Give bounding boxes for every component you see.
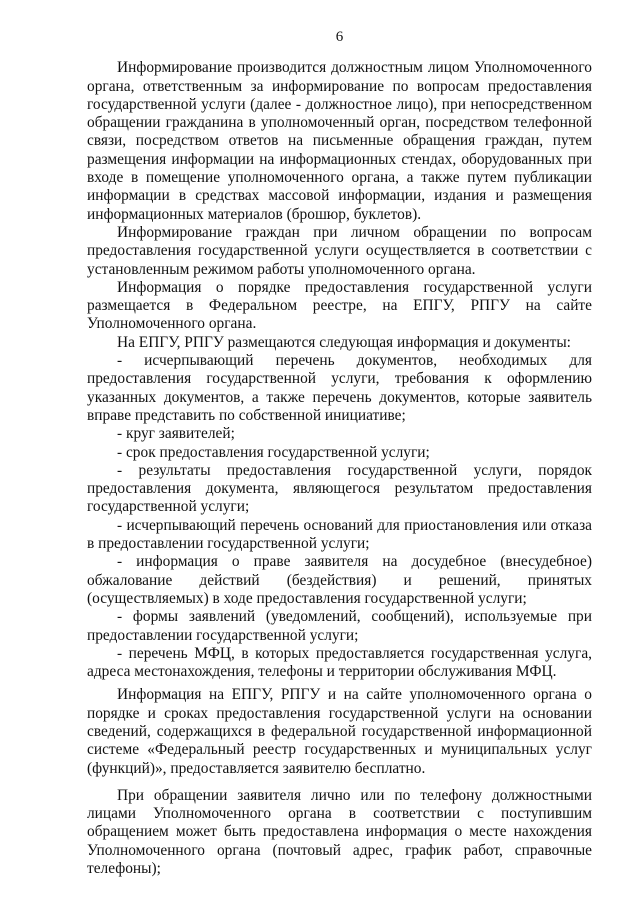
paragraph-list-intro: На ЕПГУ, РПГУ размещаются следующая информация и документы:	[117, 333, 571, 351]
page-number: 6	[335, 29, 344, 45]
paragraph-personal-appeal: Информирование граждан при личном обращении по вопросам предоставления государственной услуги осуществляется в соответствии с установленным режимом работы уполномоченного органа.	[87, 223, 592, 278]
list-item-term: - срок предоставления государственной услуги;	[117, 443, 430, 461]
list-item-results: - результаты предоставления государственной услуги, порядок предоставления документа, являющегося результатом предоставления государственной услуги;	[87, 461, 592, 516]
list-item-forms: - формы заявлений (уведомлений, сообщений), используемые при предоставлении государственной услуги;	[87, 608, 592, 644]
paragraph-informing-methods: Информирование производится должностным лицом Уполномоченного органа, ответственным за информирование по вопросам предоставления государственной услуги (далее - должностное лицо), при непосредственном обращении гражданина в уполномоченный орган, посредством телефонной связи, посредством ответов на письменные обращения граждан, путем размещения информации на информационных стендах, оборудованных при входе в помещение уполномоченного органа, а также путем публикации информации в средствах массовой информации, издания и размещения информационных материалов (брошюр, буклетов).	[87, 59, 592, 223]
list-item-applicants: - круг заявителей;	[117, 425, 235, 443]
list-item-documents: - исчерпывающий перечень документов, необходимых для предоставления государственной услуги, требования к оформлению указанных документов, а также перечень документов, которые заявитель вправе представить по собственной инициативе;	[87, 352, 592, 424]
list-item-mfc: - перечень МФЦ, в которых предоставляется государственная услуга, адреса местонахождения, телефоны и территории обслуживания МФЦ.	[87, 644, 592, 681]
list-item-refusal-grounds: - исчерпывающий перечень оснований для приостановления или отказа в предоставлении государственной услуги;	[87, 516, 592, 553]
paragraph-free-info: Информация на ЕПГУ, РПГУ и на сайте уполномоченного органа о порядке и сроках предоставления государственной услуги на основании сведений, содержащихся в федеральной государственной информационной системе «Федеральный реестр государственных и муниципальных услуг (функций)», предоставляется заявителю бесплатно.	[87, 686, 592, 777]
paragraph-info-placement: Информация о порядке предоставления государственной услуги размещается в Федеральном реестре, на ЕПГУ, РПГУ на сайте Уполномоченного органа.	[87, 278, 592, 333]
document-page	[87, 28, 592, 878]
paragraph-phone-appeal: При обращении заявителя лично или по телефону должностными лицами Уполномоченного органа в соответствии с поступившим обращением может быть предоставлена информация о месте нахождения Уполномоченного органа (почтовый адрес, график работ, справочные телефоны);	[87, 786, 592, 878]
list-item-appeal-right: - информация о праве заявителя на досудебное (внесудебное) обжалование действий (бездействия) и решений, принятых (осуществляемых) в ходе предоставления государственной услуги;	[87, 553, 592, 607]
